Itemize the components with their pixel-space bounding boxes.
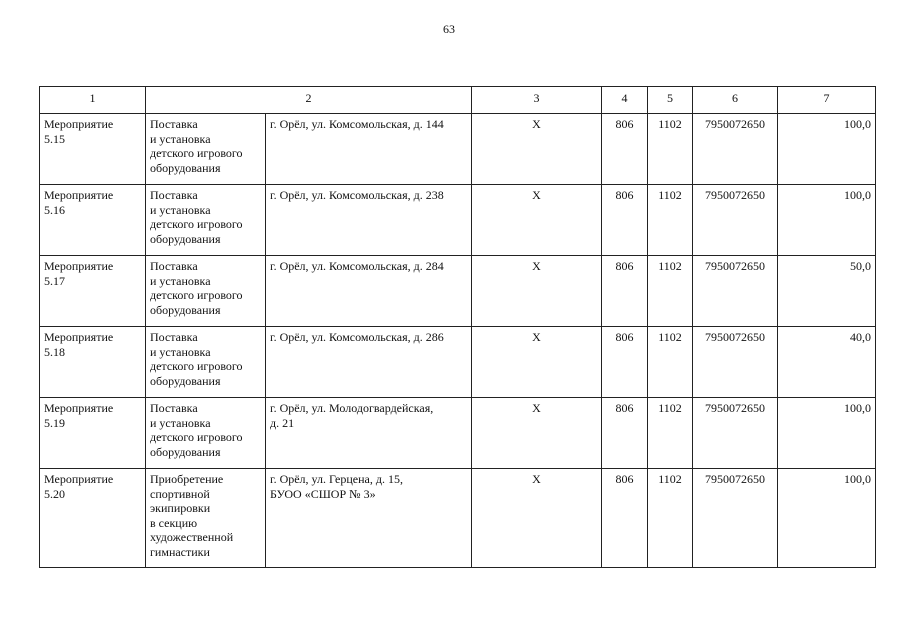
header-col-2: 2 bbox=[146, 87, 472, 114]
event-cell: Мероприятие 5.17 bbox=[40, 256, 146, 327]
col6-cell: 7950072650 bbox=[693, 469, 778, 568]
col3-cell: Х bbox=[472, 469, 602, 568]
address-cell: г. Орёл, ул. Комсомольская, д. 286 bbox=[266, 327, 472, 398]
header-col-1: 1 bbox=[40, 87, 146, 114]
description-cell: Поставка и установка детского игрового оборудования bbox=[146, 185, 266, 256]
address-cell: г. Орёл, ул. Комсомольская, д. 144 bbox=[266, 114, 472, 185]
col3-cell: Х bbox=[472, 185, 602, 256]
col5-cell: 1102 bbox=[648, 469, 693, 568]
col7-cell: 40,0 bbox=[778, 327, 876, 398]
col4-cell: 806 bbox=[602, 327, 648, 398]
col6-cell: 7950072650 bbox=[693, 398, 778, 469]
col7-cell: 50,0 bbox=[778, 256, 876, 327]
col3-cell: Х bbox=[472, 114, 602, 185]
col4-cell: 806 bbox=[602, 256, 648, 327]
col7-cell: 100,0 bbox=[778, 469, 876, 568]
description-cell: Поставка и установка детского игрового оборудования bbox=[146, 256, 266, 327]
col5-cell: 1102 bbox=[648, 398, 693, 469]
col7-cell: 100,0 bbox=[778, 398, 876, 469]
col3-cell: Х bbox=[472, 256, 602, 327]
col3-cell: Х bbox=[472, 398, 602, 469]
address-cell: г. Орёл, ул. Комсомольская, д. 284 bbox=[266, 256, 472, 327]
description-cell: Поставка и установка детского игрового оборудования bbox=[146, 327, 266, 398]
table-row bbox=[40, 327, 876, 398]
event-cell: Мероприятие 5.16 bbox=[40, 185, 146, 256]
header-col-5: 5 bbox=[648, 87, 693, 114]
description-cell: Поставка и установка детского игрового оборудования bbox=[146, 398, 266, 469]
col5-cell: 1102 bbox=[648, 114, 693, 185]
col7-cell: 100,0 bbox=[778, 114, 876, 185]
col6-cell: 7950072650 bbox=[693, 256, 778, 327]
header-col-7: 7 bbox=[778, 87, 876, 114]
event-cell: Мероприятие 5.19 bbox=[40, 398, 146, 469]
event-cell: Мероприятие 5.18 bbox=[40, 327, 146, 398]
page-number: 63 bbox=[443, 22, 455, 36]
table-header-row bbox=[40, 87, 876, 114]
event-cell: Мероприятие 5.15 bbox=[40, 114, 146, 185]
address-cell: г. Орёл, ул. Комсомольская, д. 238 bbox=[266, 185, 472, 256]
address-cell: г. Орёл, ул. Герцена, д. 15, БУОО «СШОР № 3» bbox=[266, 469, 472, 568]
header-col-3: 3 bbox=[472, 87, 602, 114]
header-col-6: 6 bbox=[693, 87, 778, 114]
col6-cell: 7950072650 bbox=[693, 327, 778, 398]
table-row bbox=[40, 185, 876, 256]
description-cell: Приобретение спортивной экипировки в секцию художественной гимнастики bbox=[146, 469, 266, 568]
col3-cell: Х bbox=[472, 327, 602, 398]
col6-cell: 7950072650 bbox=[693, 185, 778, 256]
col7-cell: 100,0 bbox=[778, 185, 876, 256]
event-cell: Мероприятие 5.20 bbox=[40, 469, 146, 568]
table-row bbox=[40, 469, 876, 568]
table-row bbox=[40, 256, 876, 327]
col6-cell: 7950072650 bbox=[693, 114, 778, 185]
col4-cell: 806 bbox=[602, 185, 648, 256]
header-col-4: 4 bbox=[602, 87, 648, 114]
col4-cell: 806 bbox=[602, 398, 648, 469]
col4-cell: 806 bbox=[602, 114, 648, 185]
table-row bbox=[40, 114, 876, 185]
col5-cell: 1102 bbox=[648, 185, 693, 256]
col4-cell: 806 bbox=[602, 469, 648, 568]
address-cell: г. Орёл, ул. Молодогвардейская, д. 21 bbox=[266, 398, 472, 469]
col5-cell: 1102 bbox=[648, 256, 693, 327]
description-cell: Поставка и установка детского игрового оборудования bbox=[146, 114, 266, 185]
budget-table bbox=[39, 86, 876, 568]
col5-cell: 1102 bbox=[648, 327, 693, 398]
table-row bbox=[40, 398, 876, 469]
